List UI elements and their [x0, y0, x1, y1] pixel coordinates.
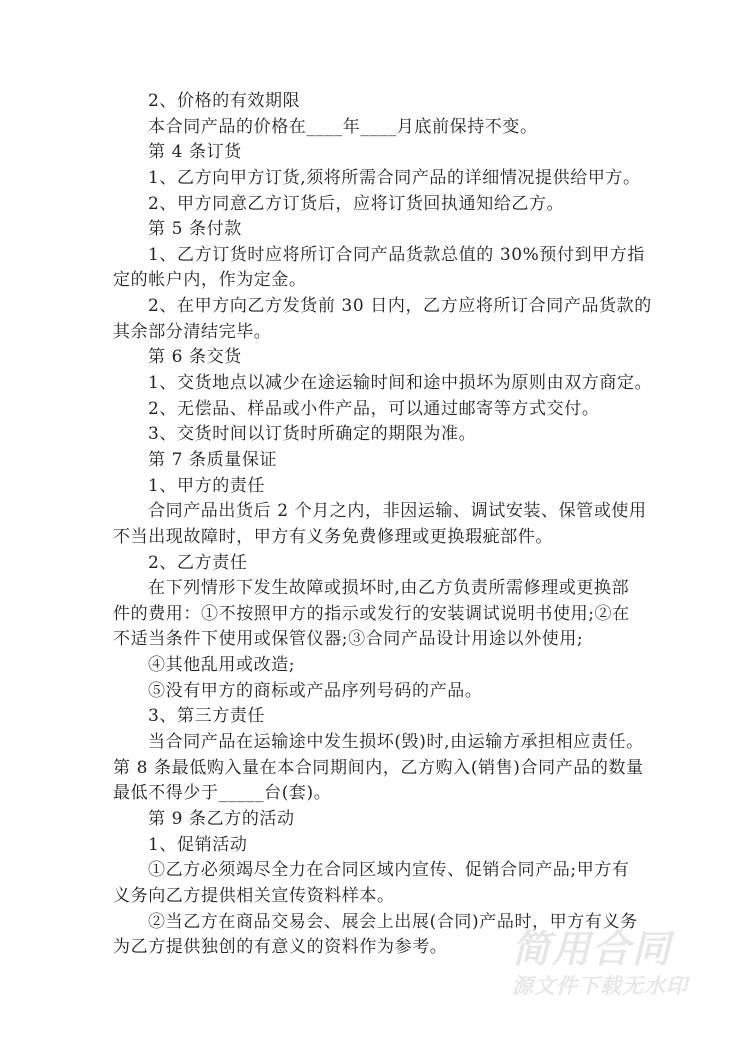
paragraph-line: 当合同产品在运输途中发生损坏(毁)时,由运输方承担相应责任。 — [148, 732, 644, 753]
paragraph-line: 1、乙方向甲方订货,须将所需合同产品的详细情况提供给甲方。 — [148, 167, 641, 188]
paragraph-line: 合同产品出货后 2 个月之内，非因运输、调试安装、保管或使用 — [148, 501, 647, 522]
paragraph-line: 1、乙方订货时应将所订合同产品货款总值的 30%预付到甲方指 — [148, 244, 646, 265]
paragraph-line: 3、第三方责任 — [148, 706, 266, 727]
paragraph-line: 义务向乙方提供相关宣传资料样本。 — [113, 885, 395, 906]
paragraph-line: 3、交货时间以订货时所确定的期限为准。 — [148, 424, 477, 445]
paragraph-line: 第 8 条最低购入量在本合同期间内，乙方购入(销售)合同产品的数量 — [113, 757, 644, 778]
watermark-subtitle: 源文件下载无水印 — [512, 974, 688, 998]
paragraph-line: 第 6 条交货 — [148, 347, 242, 368]
paragraph-line: 件的费用：①不按照甲方的指示或发行的安装调试说明书使用;②在 — [113, 603, 630, 624]
paragraph-line: 2、价格的有效期限 — [148, 91, 301, 111]
paragraph-line: 2、在甲方向乙方发货前 30 日内，乙方应将所订合同产品货款的 — [148, 296, 652, 317]
paragraph-line: 第 4 条订货 — [148, 142, 242, 163]
paragraph-line: 第 7 条质量保证 — [148, 449, 278, 470]
paragraph-line: 在下列情形下发生故障或损坏时,由乙方负责所需修理或更换部 — [148, 578, 630, 599]
paragraph-line: 第 9 条乙方的活动 — [148, 808, 295, 829]
paragraph-line: 定的帐户内，作为定金。 — [113, 270, 307, 291]
paragraph-line: ②当乙方在商品交易会、展会上出展(合同)产品时，甲方有义务 — [148, 911, 638, 932]
paragraph-line: 2、甲方同意乙方订货后，应将订货回执通知给乙方。 — [148, 193, 565, 214]
paragraph-line: 最低不得少于_____台(套)。 — [113, 783, 332, 804]
paragraph-line: ④其他乱用或改造; — [148, 655, 296, 676]
paragraph-line: 不适当条件下使用或保管仪器;③合同产品设计用途以外使用; — [113, 629, 584, 650]
paragraph-line: 为乙方提供独创的有意义的资料作为参考。 — [113, 937, 448, 958]
paragraph-line: 第 5 条付款 — [148, 219, 242, 240]
paragraph-line: 不当出现故障时，甲方有义务免费修理或更换瑕疵部件。 — [113, 526, 553, 547]
paragraph-line: 本合同产品的价格在____年____月底前保持不变。 — [148, 116, 538, 137]
paragraph-line: 2、乙方责任 — [148, 552, 248, 573]
paragraph-line: 2、无偿品、样品或小件产品，可以通过邮寄等方式交付。 — [148, 398, 600, 419]
paragraph-line: 1、甲方的责任 — [148, 475, 266, 496]
paragraph-line: ⑤没有甲方的商标或产品序列号码的产品。 — [148, 680, 483, 701]
paragraph-line: 其余部分清结完毕。 — [113, 321, 272, 342]
paragraph-line: 1、交货地点以减少在途运输时间和途中损坏为原则由双方商定。 — [148, 373, 653, 394]
paragraph-line: ①乙方必须竭尽全力在合同区域内宣传、促销合同产品;甲方有 — [148, 860, 630, 881]
document-body — [113, 89, 653, 961]
watermark-logo: 简用合同 — [512, 927, 673, 971]
paragraph-line: 1、促销活动 — [148, 834, 248, 855]
